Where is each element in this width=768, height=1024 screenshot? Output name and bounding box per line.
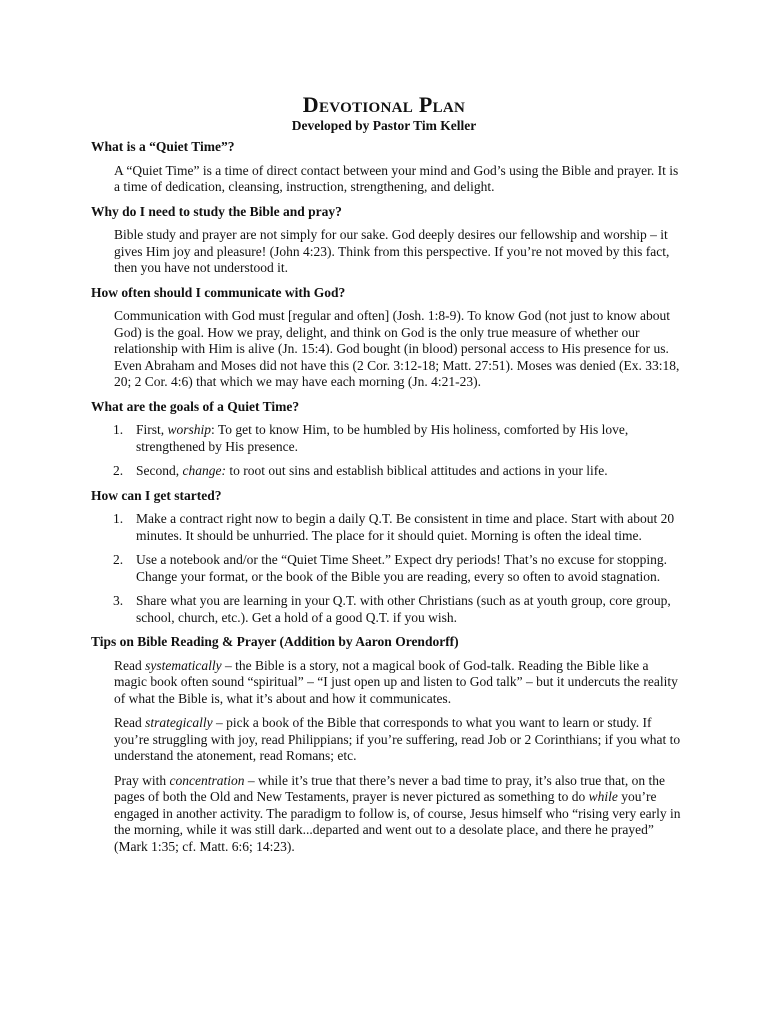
list-item — [91, 511, 681, 544]
tip-paragraph — [114, 715, 681, 765]
paragraph-quiet-time: A “Quiet Time” is a time of direct contact between your mind and God’s using the Bible and prayer. It is a time of dedication, cleansing, instruction, strengthening, and delight. — [114, 162, 679, 194]
document-body — [91, 139, 681, 863]
section-heading-goals: What are the goals of a Quiet Time? — [91, 398, 300, 414]
section-heading-tips-title: Tips on Bible Reading & Prayer — [91, 634, 277, 649]
section-heading-how-often: How often should I communicate with God? — [91, 284, 346, 300]
list-number: 3. — [113, 593, 124, 608]
section-heading-get-started: How can I get started? — [91, 487, 222, 503]
list-text-lead: Second, — [136, 463, 183, 478]
section-heading-quiet-time: What is a “Quiet Time”? — [91, 139, 235, 154]
list-number: 1. — [113, 511, 124, 526]
tip-lead: Read — [114, 657, 146, 673]
tip-emphasis: systematically — [145, 657, 222, 673]
list-text-lead: First, — [136, 422, 168, 437]
section-heading-tips — [91, 634, 681, 651]
list-text: Share what you are learning in your Q.T. with other Christians (such as at youth group, core group, school, church, etc.). Get a hold of a good Q.T. if you wish. — [136, 593, 671, 625]
list-item — [91, 593, 681, 626]
list-number: 2. — [113, 552, 124, 567]
tip-lead: Pray with — [114, 772, 170, 788]
list-number: 1. — [113, 422, 124, 437]
tip-paragraph — [114, 773, 681, 856]
document-subtitle: Developed by Pastor Tim Keller — [291, 118, 477, 133]
tip-rest: – pick a book of the Bible that corresponds to what you want to learn or study. If you’re struggling with joy, read Philippians; if you’re suffering, read Job or 2 Corinthians; if you what to understand the atonement, read Romans; etc. — [114, 715, 681, 763]
paragraph-how-often: Communication with God must [regular and often] (Josh. 1:8-9). To know God (not just to know about God) is the goal. How we pray, delight, and think on God is the only true measure of whether our relationship with Him is alive (Jn. 15:4). God bought (in blood) personal access to His presence for us. Even Abraham and Moses did not have this (2 Cor. 3:12-18; Matt. 27:51). Moses was denied (Ex. 33:18, 20; 2 Cor. 4:6) that which we may have each morning (Jn. 4:21-23). — [114, 308, 680, 389]
list-number: 2. — [113, 463, 124, 478]
tip-rest: – the Bible is a story, not a magical book of God-talk. Reading the Bible like a magic book often sound “spiritual” – “I just open up and listen to God talk” – but it undercuts the reality of what the Bible is, what it’s about and how it communicates. — [114, 657, 678, 706]
list-item — [91, 552, 681, 585]
list-text: Make a contract right now to begin a daily Q.T. Be consistent in time and place. Start with about 20 minutes. It should be unhurried. The place for it should quiet. Morning is often the ideal time. — [136, 511, 675, 543]
tip-rest-b: you’re engaged in another activity. The paradigm to follow is, of course, Jesus himself who “rising very early in the morning, while it was still dark...departed and went out to a desolate place, and there he prayed” (Mark 1:35; cf. Matt. 6:6; 14:23). — [114, 789, 681, 854]
list-text-emphasis: change: — [182, 463, 226, 478]
get-started-list — [91, 511, 681, 626]
paragraph-why-study: Bible study and prayer are not simply for our sake. God deeply desires our fellowship and worship – it gives Him joy and pleasure! (John 4:23). Think from this perspective. If you’re not moved by this fact, then you have not understood it. — [114, 227, 670, 275]
list-item — [91, 463, 681, 480]
list-text-emphasis: worship — [167, 422, 212, 437]
document-title: Devotional Plan — [302, 92, 466, 117]
tip-paragraph — [114, 658, 681, 708]
section-heading-why-study: Why do I need to study the Bible and pray? — [91, 203, 342, 219]
tip-emphasis: strategically — [145, 715, 213, 730]
tip-rest-a: – while it’s true that there’s never a bad time to pray, it’s also true that, on the pages of both the Old and New Testaments, prayer is never pictured as something to do — [114, 772, 665, 804]
list-item — [91, 422, 681, 455]
list-text: Use a notebook and/or the “Quiet Time Sheet.” Expect dry periods! That’s no excuse for stopping. Change your format, or the book of the Bible you are reading, every so often to avoid stagnation. — [136, 552, 668, 584]
section-heading-tips-credit: (Addition by Aaron Orendorff) — [276, 634, 459, 649]
list-text-rest: to root out sins and establish biblical attitudes and actions in your life. — [225, 463, 608, 478]
goals-list — [91, 422, 681, 480]
tip-emphasis: concentration — [169, 772, 245, 788]
tip-emphasis-b: while — [588, 789, 618, 804]
tip-lead: Read — [114, 715, 146, 730]
list-text-rest: : To get to know Him, to be humbled by His holiness, comforted by His love, strengthened by His presence. — [136, 422, 629, 454]
